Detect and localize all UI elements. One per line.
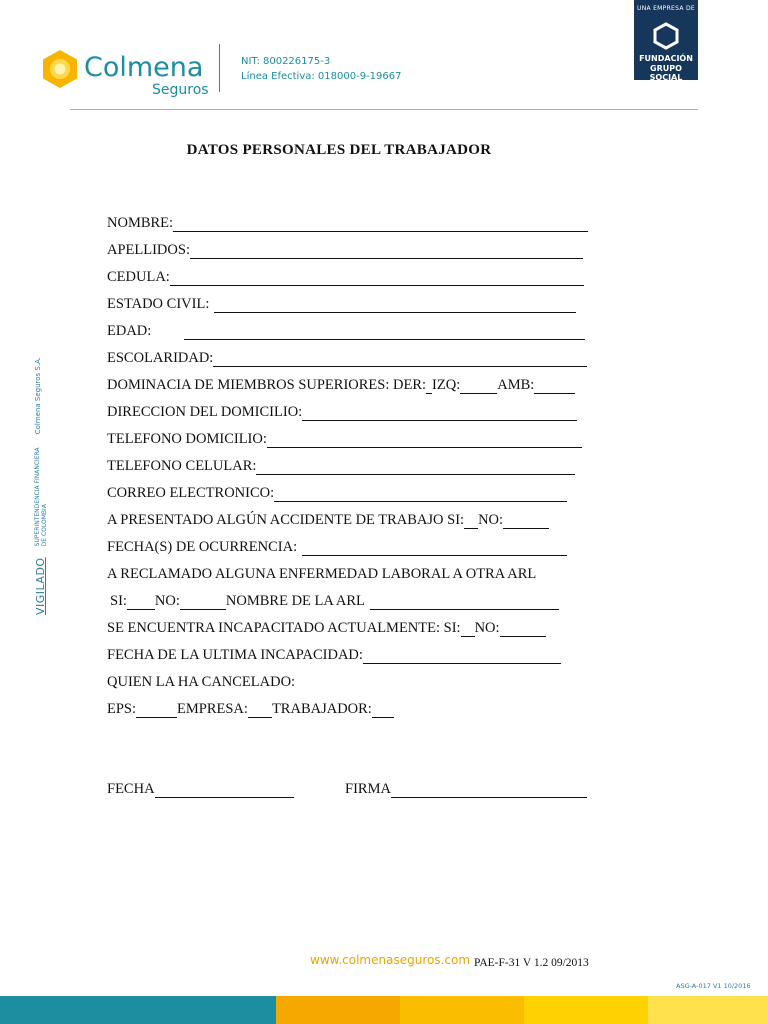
field-tel-celular[interactable] xyxy=(256,458,575,475)
label-fecha: FECHA xyxy=(107,781,155,797)
field-apellidos[interactable] xyxy=(190,242,583,259)
label-direccion: DIRECCION DEL DOMICILIO: xyxy=(107,404,303,420)
superintendencia-line1: SUPERINTENDENCIA FINANCIERA xyxy=(34,447,41,547)
label-edad: EDAD: xyxy=(107,323,152,339)
field-arl-si[interactable] xyxy=(127,593,155,610)
field-cedula[interactable] xyxy=(170,269,584,286)
row-nombre xyxy=(107,210,588,232)
label-escolaridad: ESCOLARIDAD: xyxy=(107,350,214,366)
field-nombre[interactable] xyxy=(173,215,588,232)
row-incapacitado xyxy=(107,615,546,637)
row-firma xyxy=(345,776,587,798)
label-incapacitado-no: NO: xyxy=(474,620,500,636)
brand-sub: Seguros xyxy=(152,82,209,98)
field-accidente-si[interactable] xyxy=(464,512,478,529)
row-correo xyxy=(107,480,567,502)
field-fecha[interactable] xyxy=(155,781,294,798)
field-trabajador[interactable] xyxy=(372,701,394,718)
asg-code: ASG-A-017 V1 10/2016 xyxy=(676,982,751,990)
label-arl-no: NO: xyxy=(154,593,180,609)
row-escolaridad xyxy=(107,345,587,367)
field-eps[interactable] xyxy=(136,701,177,718)
label-incapacitado: SE ENCUENTRA INCAPACITADO ACTUALMENTE: SI: xyxy=(107,620,461,636)
field-accidente-no[interactable] xyxy=(503,512,549,529)
label-tel-celular: TELEFONO CELULAR: xyxy=(107,458,257,474)
field-escolaridad[interactable] xyxy=(213,350,587,367)
row-tel-domicilio xyxy=(107,426,582,448)
row-apellidos xyxy=(107,237,583,259)
field-edad[interactable] xyxy=(184,323,585,340)
label-dominacia: DOMINACIA DE MIEMBROS SUPERIORES: DER: xyxy=(107,377,427,393)
row-fecha xyxy=(107,776,294,798)
label-izq: IZQ: xyxy=(432,377,461,393)
row-eps xyxy=(107,696,394,718)
field-empresa[interactable] xyxy=(248,701,272,718)
fgs-top-text: UNA EMPRESA DE xyxy=(637,5,695,12)
field-fechas[interactable] xyxy=(302,539,567,556)
row-tel-celular xyxy=(107,453,575,475)
field-direccion[interactable] xyxy=(302,404,577,421)
label-firma: FIRMA xyxy=(345,781,391,797)
label-apellidos: APELLIDOS: xyxy=(107,242,190,258)
row-estado-civil xyxy=(107,291,576,313)
fgs-line1: FUNDACIÓN xyxy=(639,54,693,63)
superintendencia-line2: DE COLOMBIA xyxy=(41,504,48,547)
label-accidente: A PRESENTADO ALGÚN ACCIDENTE DE TRABAJO SI: xyxy=(107,512,465,528)
label-nombre: NOMBRE: xyxy=(107,215,174,231)
row-enfermedad xyxy=(107,561,536,583)
fgs-hex-icon xyxy=(652,22,680,50)
label-fechas: FECHA(S) DE OCURRENCIA: xyxy=(107,539,298,555)
document-title: DATOS PERSONALES DEL TRABAJADOR xyxy=(186,142,492,158)
row-dominacia xyxy=(107,372,575,394)
brand-name: Colmena xyxy=(84,52,204,83)
field-tel-domicilio[interactable] xyxy=(267,431,582,448)
fundacion-grupo-social-badge xyxy=(634,0,698,80)
row-fecha-ultima xyxy=(107,642,561,664)
label-arl-si: SI: xyxy=(110,593,127,609)
field-arl-nombre[interactable] xyxy=(370,593,559,610)
row-direccion xyxy=(107,399,577,421)
row-cancelado xyxy=(107,669,295,691)
vigilado-side-text xyxy=(34,357,53,615)
vigilado-label: VIGILADO xyxy=(34,557,47,615)
company-side-text: Colmena Seguros S.A. xyxy=(34,357,42,435)
label-arl-nombre: NOMBRE DE LA ARL xyxy=(225,593,365,609)
nit-text: NIT: 800226175-3 xyxy=(241,56,331,67)
label-cedula: CEDULA: xyxy=(107,269,170,285)
superintendencia-text xyxy=(34,447,48,546)
footer-band-light-yellow xyxy=(648,996,768,1024)
field-fecha-ultima[interactable] xyxy=(363,647,561,664)
label-trabajador: TRABAJADOR: xyxy=(271,701,372,717)
field-izq[interactable] xyxy=(460,377,497,394)
field-estado-civil[interactable] xyxy=(214,296,576,313)
row-accidente xyxy=(107,507,549,529)
field-correo[interactable] xyxy=(274,485,567,502)
footer-band-yellow xyxy=(524,996,648,1024)
field-incapacitado-si[interactable] xyxy=(461,620,475,637)
label-amb: AMB: xyxy=(497,377,535,393)
footer-band-orange xyxy=(276,996,400,1024)
fgs-line2: GRUPO SOCIAL xyxy=(649,64,683,82)
header-rule xyxy=(70,109,698,110)
document-code: PAE-F-31 V 1.2 09/2013 xyxy=(474,957,589,969)
label-eps: EPS: xyxy=(107,701,137,717)
label-enfermedad: A RECLAMADO ALGUNA ENFERMEDAD LABORAL A OTRA ARL xyxy=(107,566,537,582)
field-firma[interactable] xyxy=(391,781,587,798)
field-incapacitado-no[interactable] xyxy=(500,620,546,637)
header-divider xyxy=(219,44,220,92)
row-cedula xyxy=(107,264,584,286)
row-edad xyxy=(107,318,585,340)
label-estado-civil: ESTADO CIVIL: xyxy=(107,296,210,312)
linea-text: Línea Efectiva: 018000-9-19667 xyxy=(241,71,402,82)
footer-band-teal xyxy=(0,996,276,1024)
label-correo: CORREO ELECTRONICO: xyxy=(107,485,275,501)
colmena-logo-icon xyxy=(42,49,78,89)
footer-band-amber xyxy=(400,996,524,1024)
field-amb[interactable] xyxy=(534,377,575,394)
label-fecha-ultima: FECHA DE LA ULTIMA INCAPACIDAD: xyxy=(107,647,363,663)
label-cancelado: QUIEN LA HA CANCELADO: xyxy=(107,674,296,690)
row-fechas xyxy=(107,534,567,556)
row-arl xyxy=(110,588,559,610)
label-accidente-no: NO: xyxy=(478,512,504,528)
field-arl-no[interactable] xyxy=(180,593,226,610)
label-empresa: EMPRESA: xyxy=(177,701,248,717)
website-link[interactable]: www.colmenaseguros.com xyxy=(310,953,471,967)
label-tel-domicilio: TELEFONO DOMICILIO: xyxy=(107,431,267,447)
